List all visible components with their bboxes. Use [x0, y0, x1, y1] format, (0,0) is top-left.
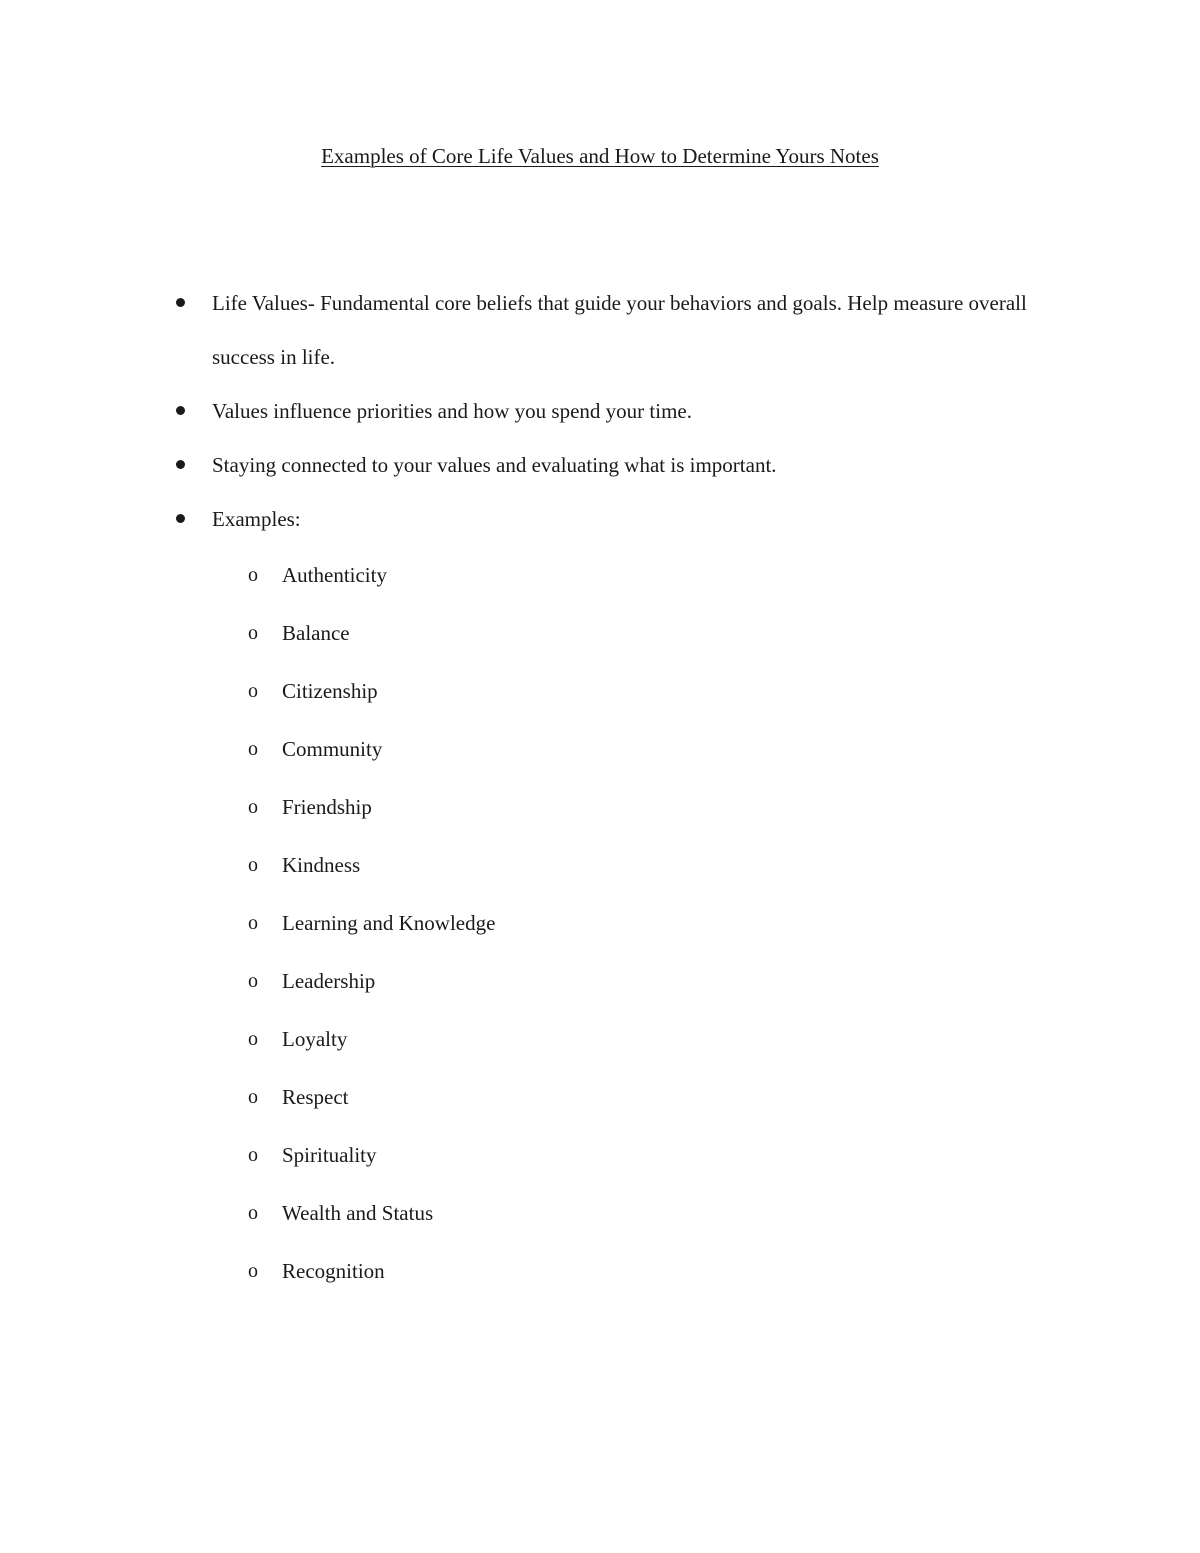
example-item: [0, 836, 1162, 894]
example-item: [0, 952, 1162, 1010]
bullet-dot-icon: [176, 460, 185, 469]
example-text: Authenticity: [282, 563, 387, 587]
bullet-item: [0, 384, 1092, 438]
bullet-text: Values influence priorities and how you spend your time.: [212, 399, 692, 423]
example-item: [0, 720, 1162, 778]
circle-bullet-icon: o: [248, 1028, 258, 1050]
circle-bullet-icon: o: [248, 1202, 258, 1224]
circle-bullet-icon: o: [248, 1144, 258, 1166]
bullet-dot-icon: [176, 406, 185, 415]
circle-bullet-icon: o: [248, 970, 258, 992]
bullet-text: Life Values- Fundamental core beliefs that guide your behaviors and goals. Help measure overall success in life.: [212, 291, 1027, 369]
circle-bullet-icon: o: [248, 564, 258, 586]
example-text: Recognition: [282, 1259, 385, 1283]
example-item: [0, 1184, 1162, 1242]
example-text: Community: [282, 737, 383, 761]
circle-bullet-icon: o: [248, 1260, 258, 1282]
example-text: Balance: [282, 621, 350, 645]
bullet-text: Examples:: [212, 507, 301, 531]
example-item: [0, 1126, 1162, 1184]
circle-bullet-icon: o: [248, 796, 258, 818]
example-text: Citizenship: [282, 679, 378, 703]
bullet-item: [0, 438, 1092, 492]
example-item: [0, 1068, 1162, 1126]
example-text: Respect: [282, 1085, 349, 1109]
circle-bullet-icon: o: [248, 680, 258, 702]
circle-bullet-icon: o: [248, 1086, 258, 1108]
circle-bullet-icon: o: [248, 622, 258, 644]
example-item: [0, 546, 1162, 604]
example-text: Leadership: [282, 969, 376, 993]
example-text: Kindness: [282, 853, 361, 877]
example-item: [0, 1010, 1162, 1068]
bullet-item-examples: [0, 492, 1092, 1300]
example-item: [0, 894, 1162, 952]
circle-bullet-icon: o: [248, 738, 258, 760]
bullet-dot-icon: [176, 298, 185, 307]
circle-bullet-icon: o: [248, 854, 258, 876]
example-item: [0, 662, 1162, 720]
example-item: [0, 778, 1162, 836]
example-text: Learning and Knowledge: [282, 911, 496, 935]
example-item: [0, 604, 1162, 662]
example-text: Wealth and Status: [282, 1201, 434, 1225]
document-title: Examples of Core Life Values and How to Determine Yours Notes: [321, 144, 879, 168]
bullet-list: [0, 276, 1200, 1300]
example-item: [0, 1242, 1162, 1300]
bullet-dot-icon: [176, 514, 185, 523]
example-text: Spirituality: [282, 1143, 377, 1167]
bullet-item: [0, 276, 1092, 384]
bullet-text: Staying connected to your values and evaluating what is important.: [212, 453, 777, 477]
examples-list: [212, 546, 1092, 1300]
example-text: Friendship: [282, 795, 372, 819]
example-text: Loyalty: [282, 1027, 348, 1051]
circle-bullet-icon: o: [248, 912, 258, 934]
